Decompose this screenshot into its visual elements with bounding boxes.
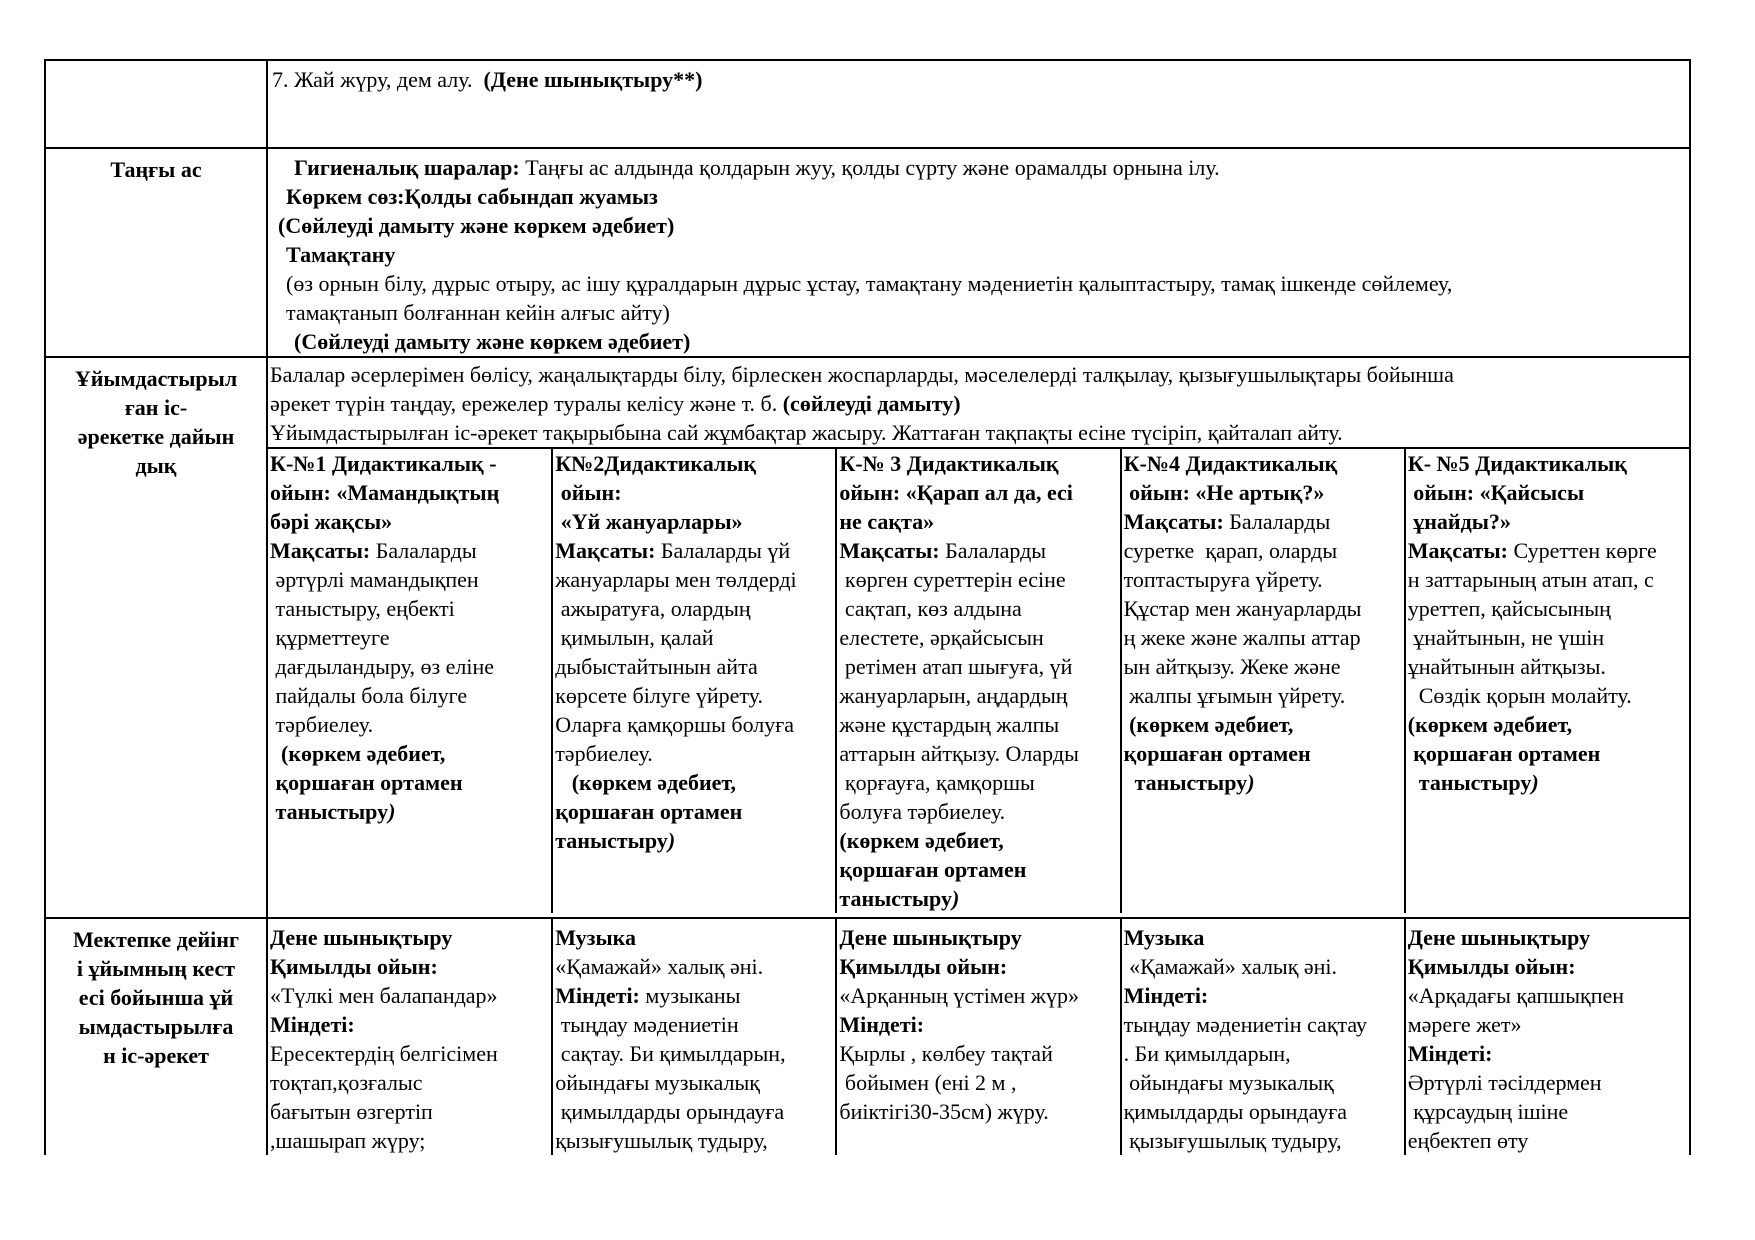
row-breakfast (45, 148, 1690, 357)
activity-line: Дене шынықтыру (270, 925, 453, 950)
game-goal: пайдалы бола білуге (270, 683, 468, 708)
game-goal: елестете, әрқайсысын (839, 625, 1044, 650)
activity-line: ойындағы музыкалық (1123, 1070, 1334, 1095)
activity-line: тоқтап,қозғалыс (270, 1070, 423, 1095)
game-goal: ын айтқызу. Жеке және (1123, 654, 1341, 679)
game-goal: ұнайтынын, не үшін (1407, 625, 1605, 650)
activity-line: «Арқадағы қапшықпен (1407, 983, 1625, 1008)
game-goal: таныстыру, еңбекті (270, 596, 455, 621)
activity-line: ,шашырап жүру; (270, 1128, 426, 1153)
game-goal: дағдыландыру, өз еліне (270, 654, 495, 679)
activity-line: Қырлы , көлбеу тақтай (839, 1041, 1053, 1066)
game-goal: Құстар мен жануарларды (1123, 596, 1362, 621)
activity-line: «Қамажай» халық әні. (555, 954, 764, 979)
game-goal: көрсете білуге үйрету. (555, 683, 763, 708)
game-subjects: таныстыру) (555, 828, 676, 853)
activity-line: Қимылды ойын: (839, 954, 1008, 979)
game-goal: Оларға қамқоршы болуға (555, 712, 795, 737)
activity-line: «Түлкі мен балапандар» (270, 983, 498, 1008)
activity-line: Музыка (555, 925, 637, 950)
activity-line: Міндеті: (270, 1012, 355, 1037)
game-goal: ң жеке және жалпы аттар (1123, 625, 1361, 650)
game-goal: ретімен атап шығуға, үй (839, 654, 1073, 679)
game-subjects: (көркем әдебиет, (1407, 712, 1573, 737)
game-title: бәрі жақсы» (270, 509, 393, 534)
game-title: К-№ 3 Дидактикалық (839, 451, 1059, 476)
game-goal: ажыратуға, олардың (555, 596, 751, 621)
activity-line: ойындағы музыкалық (555, 1070, 760, 1095)
game-title: ойын: «Мамандықтың (270, 480, 500, 505)
breakfast-line: (Сөйлеуді дамыту және көркем әдебиет) (278, 213, 675, 238)
activity-cell (267, 918, 1690, 1155)
game-subjects: қоршаған ортамен (1407, 741, 1601, 766)
intro-line: Ұйымдастырылған іс-әрекет тақырыбына сай жұмбақтар жасыру. Жаттаған тақпақты есіне түсіріп, қайталап айту. (270, 420, 1343, 445)
activity-line: Дене шынықтыру (839, 925, 1022, 950)
game-title: К-№4 Дидактикалық (1123, 451, 1338, 476)
game-col-1 (268, 448, 552, 913)
game-goal: болуға тәрбиелеу. (839, 799, 1006, 824)
activity-col-4 (1121, 919, 1405, 1155)
activity-line: Қимылды ойын: (270, 954, 438, 979)
activity-col-3 (836, 919, 1120, 1155)
row-preparation (45, 357, 1690, 918)
activity-line: қимылдарды орындауға (555, 1099, 785, 1124)
game-subjects: таныстыру) (839, 886, 960, 911)
activity-line: еңбектеп өту (1407, 1128, 1529, 1153)
activity-line: тыңдау мәдениетін сақтау (1123, 1012, 1368, 1037)
game-subjects: таныстыру) (1123, 770, 1255, 795)
game-col-5 (1405, 448, 1689, 913)
activity-line: Міндеті: музыканы (555, 983, 741, 1008)
activity-line: «Арқанның үстімен жүр» (839, 983, 1079, 1008)
activity-line: қызығушылық тудыру, (555, 1128, 768, 1153)
game-goal: жануарларын, аңдардың (839, 683, 1068, 708)
game-goal: Мақсаты: Балаларды (839, 538, 1047, 563)
row-label-activity: Мектепке дейінг і ұйымның кест есі бойынша ұй ымдастырылға н іс-әрекет (45, 918, 267, 1155)
game-goal: ұнайтынын айтқызы. (1407, 654, 1606, 679)
intro-line: әрекет түрін таңдау, ережелер туралы келісу және т. б. (сөйлеуді дамыту) (270, 391, 961, 416)
game-col-4 (1121, 448, 1405, 913)
activity-grid (268, 919, 1689, 1155)
activity-line: Міндеті: (839, 1012, 925, 1037)
activity-line: қимылдарды орындауға (1123, 1099, 1348, 1124)
game-goal: қорғауға, қамқоршы (839, 770, 1035, 795)
activity-line: Ересектердің белгісімен (270, 1041, 498, 1066)
breakfast-line: тамақтанып болғаннан кейін алғыс айту) (286, 300, 670, 325)
activity-line: «Қамажай» халық әні. (1123, 954, 1338, 979)
activity-line: бағытын өзгертіп (270, 1099, 433, 1124)
activity-line: Дене шынықтыру (1407, 925, 1591, 950)
activity-line: құрсаудың ішіне (1407, 1099, 1569, 1124)
preparation-cell (267, 357, 1690, 918)
game-col-3 (836, 448, 1120, 913)
breakfast-line: (Сөйлеуді дамыту және көркем әдебиет) (294, 329, 691, 354)
intro-line: Балалар әсерлерімен бөлісу, жаңалықтарды білу, бірлескен жоспарларды, мәселелерді талқылау, қызығушылықтары бойынша (270, 362, 1454, 387)
walk-subject: (Дене шынықтыру**) (483, 67, 703, 92)
activity-line: Әртүрлі тәсілдермен (1407, 1070, 1602, 1095)
schedule-table (44, 59, 1691, 1155)
game-goal: Мақсаты: Балаларды үй (555, 538, 791, 563)
game-goal: дыбыстайтынын айта (555, 654, 758, 679)
walk-text: 7. Жай жүру, дем алу. (272, 67, 473, 92)
game-title: К№2Дидактикалық (555, 451, 757, 476)
game-subjects: таныстыру) (270, 799, 396, 824)
game-goal: уреттеп, қайсысының (1407, 596, 1611, 621)
breakfast-line: Гигиеналық шаралар: Таңғы ас алдында қолдарын жуу, қолды сүрту және орамалды орнына ілу. (294, 155, 1220, 180)
game-col-2 (552, 448, 836, 913)
activity-line: Міндеті: (1407, 1041, 1493, 1066)
game-goal: суретке қарап, оларды (1123, 538, 1338, 563)
game-goal: әртүрлі мамандықпен (270, 567, 479, 592)
breakfast-line: Тамақтану (286, 242, 396, 267)
game-goal: Мақсаты: Суреттен көрге (1407, 538, 1657, 563)
game-goal: Сөздік қорын молайту. (1407, 683, 1632, 708)
game-subjects: (көркем әдебиет, (270, 741, 446, 766)
game-title: ойын: «Қарап ал да, есі (839, 480, 1073, 505)
game-subjects: (көркем әдебиет, (839, 828, 1004, 853)
game-goal: құрметтеуге (270, 625, 390, 650)
game-subjects: (көркем әдебиет, (1123, 712, 1294, 737)
game-title: ұнайды?» (1407, 509, 1511, 534)
games-grid (268, 447, 1689, 913)
activity-col-5 (1405, 919, 1689, 1155)
game-title: не сақта» (839, 509, 935, 534)
game-goal: сақтап, көз алдына (839, 596, 1022, 621)
activity-col-1 (268, 919, 552, 1155)
game-subjects: (көркем әдебиет, (555, 770, 737, 795)
game-goal: аттарын айтқызу. Оларды (839, 741, 1079, 766)
activity-line: тыңдау мәдениетін (555, 1012, 739, 1037)
activity-col-2 (552, 919, 836, 1155)
walk-cell (267, 60, 1690, 148)
row-label-empty (45, 60, 267, 148)
activity-line: . Би қимылдарын, (1123, 1041, 1291, 1066)
activity-line: Қимылды ойын: (1407, 954, 1576, 979)
game-goal: Мақсаты: Балаларды (270, 538, 477, 563)
game-subjects: қоршаған ортамен (839, 857, 1027, 882)
game-goal: және құстардың жалпы (839, 712, 1060, 737)
game-title: «Үй жануарлары» (555, 509, 743, 534)
game-goal: көрген суреттерін есіне (839, 567, 1066, 592)
game-goal: топтастыруға үйрету. (1123, 567, 1323, 592)
game-goal: жалпы ұғымын үйрету. (1123, 683, 1346, 708)
row-organized-activity (45, 918, 1690, 1155)
game-title: К-№1 Дидактикалық - (270, 451, 497, 476)
game-subjects: қоршаған ортамен (270, 770, 463, 795)
game-subjects: қоршаған ортамен (555, 799, 743, 824)
activity-line: Міндеті: (1123, 983, 1209, 1008)
activity-line: бойымен (ені 2 м , (839, 1070, 1017, 1095)
breakfast-line: (өз орнын білу, дұрыс отыру, ас ішу құралдарын дұрыс ұстау, тамақтану мәдениетін қалыптастыру, тамақ ішкенде сөйлемеу, (286, 271, 1453, 296)
activity-line: биіктігі30-35см) жүру. (839, 1099, 1049, 1124)
breakfast-line: Көркем сөз:Қолды сабындап жуамыз (286, 184, 658, 209)
activity-line: мәреге жет» (1407, 1012, 1522, 1037)
row-label-breakfast: Таңғы ас (45, 148, 267, 357)
activity-line: сақтау. Би қимылдарын, (555, 1041, 786, 1066)
game-title: К- №5 Дидактикалық (1407, 451, 1627, 476)
game-goal: н заттарының атын атап, с (1407, 567, 1654, 592)
game-goal: тәрбиелеу. (555, 741, 653, 766)
game-title: ойын: «Не артық?» (1123, 480, 1325, 505)
row-label-preparation: Ұйымдастырыл ған іс- әрекетке дайын дық (45, 357, 267, 918)
game-subjects: қоршаған ортамен (1123, 741, 1311, 766)
game-title: ойын: (555, 480, 622, 505)
game-goal: Мақсаты: Балаларды (1123, 509, 1331, 534)
game-subjects: таныстыру) (1407, 770, 1539, 795)
activity-line: Музыка (1123, 925, 1205, 950)
row-walk (45, 60, 1690, 148)
breakfast-cell (267, 148, 1690, 357)
game-goal: қимылын, қалай (555, 625, 714, 650)
game-goal: тәрбиелеу. (270, 712, 374, 737)
game-title: ойын: «Қайсысы (1407, 480, 1585, 505)
activity-line: қызығушылық тудыру, (1123, 1128, 1342, 1153)
game-goal: жануарлары мен төлдерді (555, 567, 797, 592)
